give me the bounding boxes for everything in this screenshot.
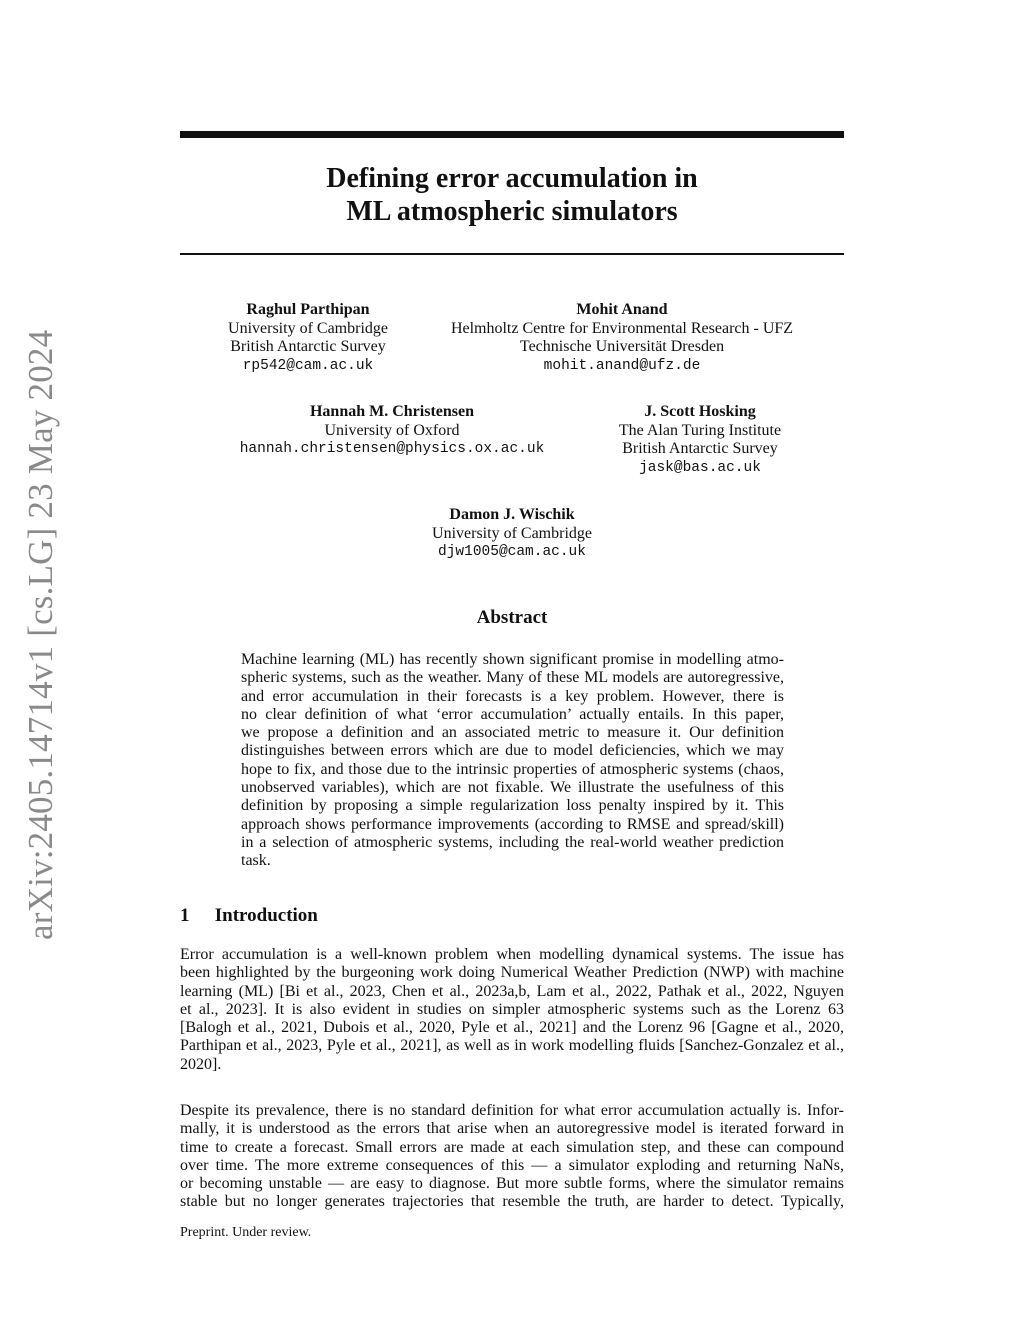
abstract-line: spheric systems, such as the weather. Many of these ML models are autoregressive, bbox=[241, 669, 784, 687]
paper-title bbox=[180, 162, 844, 228]
author-name: Raghul Parthipan bbox=[246, 301, 370, 318]
abstract-heading: Abstract bbox=[476, 607, 548, 628]
abstract-line: we propose a definition and an associated metric to measure it. Our definition bbox=[241, 724, 784, 742]
abstract-line: in a selection of atmospheric systems, including the real-world weather prediction bbox=[241, 833, 784, 851]
paragraph-line: [Balogh et al., 2021, Dubois et al., 2020, Pyle et al., 2021] and the Lorenz 96 [Gagne et al., 2020, bbox=[180, 1019, 844, 1037]
abstract-line: and error accumulation in their forecasts is a key problem. However, there is bbox=[241, 687, 784, 705]
author-name: Mohit Anand bbox=[576, 301, 668, 318]
author-block bbox=[392, 506, 632, 562]
author-affiliation: Technische Universität Dresden bbox=[519, 338, 725, 355]
author-email[interactable]: hannah.christensen@physics.ox.ac.uk bbox=[239, 441, 545, 457]
title-line: Defining error accumulation in bbox=[326, 163, 698, 194]
section-title: Introduction bbox=[214, 905, 318, 926]
paragraph-line: time to create a forecast. Small errors are made at each simulation step, and these can compound bbox=[180, 1138, 844, 1156]
author-email[interactable]: djw1005@cam.ac.uk bbox=[438, 544, 586, 560]
paragraph-line: mally, it is understood as the errors that arise when an autoregressive model is iterated forward in bbox=[180, 1120, 844, 1138]
title-line: ML atmospheric simulators bbox=[346, 196, 678, 227]
author-block bbox=[222, 403, 562, 459]
paragraph-line: Parthipan et al., 2023, Pyle et al., 2021], as well as in work modelling fluids [Sanchez-Gonzalez et al., bbox=[180, 1037, 844, 1055]
paragraph-line: Error accumulation is a well-known problem when modelling dynamical systems. The issue has bbox=[180, 946, 844, 963]
paragraph-line: learning (ML) [Bi et al., 2023, Chen et al., 2023a,b, Lam et al., 2022, Pathak et al., 2022, Nguyen bbox=[180, 982, 844, 1000]
abstract-line: approach shows performance improvements (according to RMSE and spread/skill) bbox=[241, 815, 784, 833]
section-heading-introduction bbox=[180, 905, 318, 927]
author-name: Damon J. Wischik bbox=[449, 506, 575, 523]
paragraph-line: Despite its prevalence, there is no standard definition for what error accumulation actually is. Infor- bbox=[180, 1102, 844, 1119]
paragraph-line: over time. The more extreme consequences of this — a simulator exploding and returning NaNs, bbox=[180, 1156, 844, 1174]
paragraph-line: 2020]. bbox=[180, 1055, 222, 1073]
paragraph-line: stable but no longer generates trajectories that resemble the truth, are harder to detect. Typically, bbox=[180, 1193, 844, 1211]
abstract-line: Machine learning (ML) has recently shown significant promise in modelling atmo- bbox=[241, 651, 784, 668]
author-affiliation: British Antarctic Survey bbox=[622, 440, 778, 457]
abstract-line: task. bbox=[241, 852, 271, 870]
author-affiliation: University of Cambridge bbox=[228, 319, 388, 337]
author-email[interactable]: mohit.anand@ufz.de bbox=[543, 357, 701, 374]
title-rule-bottom bbox=[180, 253, 844, 255]
abstract-body bbox=[241, 651, 784, 871]
author-affiliation: Helmholtz Centre for Environmental Research - UFZ bbox=[450, 319, 794, 337]
paragraph-line: been highlighted by the burgeoning work doing Numerical Weather Prediction (NWP) with machine bbox=[180, 964, 844, 982]
author-block bbox=[590, 403, 810, 477]
body-paragraph bbox=[180, 1102, 844, 1212]
author-affiliation: The Alan Turing Institute bbox=[618, 421, 782, 439]
author-affiliation: University of Cambridge bbox=[432, 524, 592, 542]
author-email[interactable]: jask@bas.ac.uk bbox=[639, 459, 761, 476]
author-affiliation: British Antarctic Survey bbox=[230, 338, 386, 355]
abstract-line: no clear definition of what ‘error accumulation’ actually entails. In this paper, bbox=[241, 705, 784, 723]
author-name: J. Scott Hosking bbox=[644, 403, 756, 420]
title-rule-top bbox=[180, 131, 844, 138]
author-email[interactable]: rp542@cam.ac.uk bbox=[242, 357, 374, 374]
section-number: 1 bbox=[180, 905, 190, 926]
arxiv-identifier-stamp[interactable]: arXiv:2405.14714v1 [cs.LG] 23 May 2024 bbox=[21, 329, 60, 940]
author-affiliation: University of Oxford bbox=[324, 421, 460, 439]
author-name: Hannah M. Christensen bbox=[309, 403, 475, 420]
body-paragraph bbox=[180, 946, 844, 1074]
author-block bbox=[422, 301, 822, 375]
abstract-line: unobserved variables), which are not fixable. We illustrate the usefulness of this bbox=[241, 779, 784, 797]
paragraph-line: or becoming unstable — are easy to diagnose. But more subtle forms, where the simulator remains bbox=[180, 1175, 844, 1193]
abstract-line: definition by proposing a simple regularization loss penalty inspired by it. This bbox=[241, 797, 784, 815]
author-block bbox=[197, 301, 419, 375]
abstract-line: distinguishes between errors which are due to model deficiencies, which we may bbox=[241, 742, 784, 760]
abstract-line: hope to fix, and those due to the intrinsic properties of atmospheric systems (chaos, bbox=[241, 760, 784, 778]
footer-note: Preprint. Under review. bbox=[180, 1225, 312, 1240]
paragraph-line: et al., 2023]. It is also evident in studies on simpler atmospheric systems such as the Lorenz 63 bbox=[180, 1000, 844, 1018]
